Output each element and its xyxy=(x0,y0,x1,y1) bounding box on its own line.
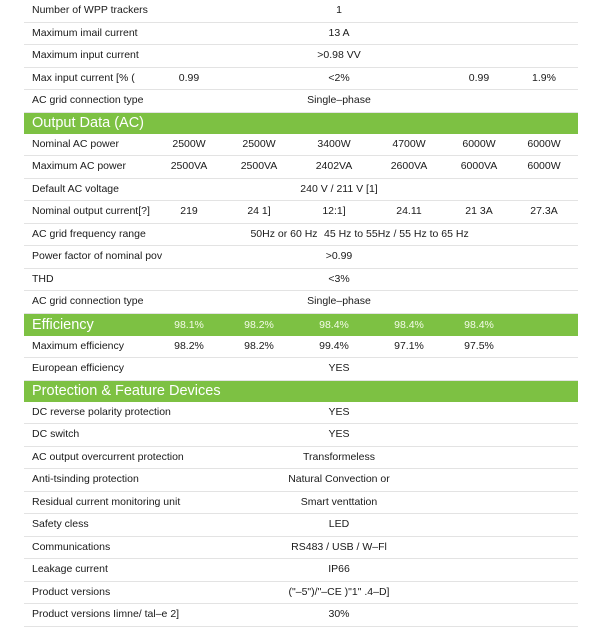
table-row xyxy=(24,604,578,627)
row-value: Smart venttation xyxy=(300,495,378,508)
row-value: YES xyxy=(328,405,350,418)
row-label: Anti-tsinding protection xyxy=(32,473,139,485)
table-row xyxy=(24,447,578,470)
row-value: 50Hz or 60 Hz xyxy=(250,227,318,240)
table-row xyxy=(24,179,578,202)
row-value: 2500VA xyxy=(240,160,278,172)
table-row xyxy=(24,246,578,269)
row-label: AC grid connection type xyxy=(32,295,144,307)
row-label: Power factor of nominal pov xyxy=(32,250,163,262)
section-title: Efficiency xyxy=(32,316,94,333)
row-label: AC grid frequency range xyxy=(32,227,146,240)
row-value: 27.3A xyxy=(530,205,558,217)
row-label: Residual current monitoring unit xyxy=(32,495,181,508)
table-row xyxy=(24,291,578,314)
row-label: Product versions Iimne/ tal–e 2] xyxy=(32,608,180,620)
row-label: AC output overcurrent protection xyxy=(32,450,184,463)
row-value: LED xyxy=(328,518,350,530)
row-value: 6000W xyxy=(462,137,496,150)
section-title: Protection & Feature Devices xyxy=(32,382,221,399)
row-value: <2% xyxy=(328,71,350,84)
row-value: 21 3A xyxy=(465,205,493,217)
row-value: 97.1% xyxy=(394,339,424,352)
row-value: 12:1] xyxy=(322,205,346,217)
row-value: Single–phase xyxy=(307,295,371,307)
table-row xyxy=(24,336,578,359)
row-label: AC grid connection type xyxy=(32,94,144,106)
row-value: 98.2% xyxy=(244,339,274,352)
row-value: Single–phase xyxy=(307,94,371,106)
table-row xyxy=(24,559,578,582)
table-row xyxy=(24,134,578,157)
row-value: 4700W xyxy=(392,137,426,150)
row-value: YES xyxy=(328,428,350,440)
row-label: Maximum input current xyxy=(32,49,139,61)
row-label: DC switch xyxy=(32,428,80,440)
row-value: 6000W xyxy=(527,137,561,150)
row-value: 13 A xyxy=(328,26,350,39)
table-row xyxy=(24,492,578,515)
table-row xyxy=(24,514,578,537)
row-value: 0.99 xyxy=(468,71,490,84)
row-label: Default AC voltage xyxy=(32,182,119,195)
table-row xyxy=(24,402,578,425)
header-value: 98.1% xyxy=(174,318,204,331)
row-label: Maximum efficiency xyxy=(32,339,124,352)
table-row xyxy=(24,0,578,23)
row-value: 2402VA xyxy=(315,160,353,172)
row-label: Nominal output current[?] xyxy=(32,205,150,217)
row-value: 24.11 xyxy=(396,205,422,217)
table-row xyxy=(24,201,578,224)
table-row xyxy=(24,23,578,46)
row-label: Maximum imail current xyxy=(32,26,138,39)
row-value: Natural Convection or xyxy=(288,473,390,485)
section-header-protection xyxy=(24,381,578,402)
row-value: 2500W xyxy=(242,137,276,150)
row-value: RS483 / USB / W–Fl xyxy=(291,540,387,553)
row-label: Max input current [% ( xyxy=(32,71,135,84)
row-label: Number of WPP trackers xyxy=(32,4,148,16)
row-value: 2600VA xyxy=(390,160,428,172)
row-value: >0.99 xyxy=(325,250,353,262)
table-row xyxy=(24,45,578,68)
row-value: ("–5")/"–CE )"1" .4–D] xyxy=(288,585,390,598)
table-row xyxy=(24,424,578,447)
header-value: 98.2% xyxy=(244,318,274,331)
row-value: 99.4% xyxy=(319,339,349,352)
header-value: 98.4% xyxy=(464,318,494,331)
row-value: 6000W xyxy=(527,160,561,172)
row-value: 45 Hz to 55Hz / 55 Hz to 65 Hz xyxy=(324,227,469,240)
row-value: 97.5% xyxy=(464,339,494,352)
row-label: Communications xyxy=(32,540,111,553)
row-value: 1.9% xyxy=(532,71,556,84)
table-row xyxy=(24,358,578,381)
row-value: 219 xyxy=(180,205,198,217)
table-row xyxy=(24,582,578,605)
row-value: 1 xyxy=(336,4,342,16)
row-value: 0.99 xyxy=(178,71,200,84)
row-value: 2500VA xyxy=(170,160,208,172)
row-value: <3% xyxy=(328,272,350,285)
row-value: IP66 xyxy=(328,563,350,575)
section-header-output xyxy=(24,113,578,134)
row-value: 98.2% xyxy=(174,339,204,352)
row-value: >0.98 VV xyxy=(317,49,361,61)
section-header-efficiency xyxy=(24,314,578,336)
row-label: European efficiency xyxy=(32,362,125,374)
header-value: 98.4% xyxy=(394,318,424,331)
table-row xyxy=(24,537,578,560)
row-label: DC reverse polarity protection xyxy=(32,405,171,418)
table-row xyxy=(24,68,578,91)
row-value: Transformeless xyxy=(303,450,375,463)
table-row xyxy=(24,90,578,113)
row-label: Leakage current xyxy=(32,563,108,575)
row-label: Maximum AC power xyxy=(32,160,126,172)
table-row xyxy=(24,269,578,292)
row-label: Product versions xyxy=(32,585,111,598)
row-label: Nominal AC power xyxy=(32,137,119,150)
header-value: 98.4% xyxy=(319,318,349,331)
row-value: 6000VA xyxy=(460,160,498,172)
table-row xyxy=(24,224,578,247)
row-value: 30% xyxy=(328,608,350,620)
row-value: 3400W xyxy=(317,137,351,150)
datasheet-table xyxy=(24,0,578,627)
row-label: Safety cless xyxy=(32,518,89,530)
row-label: THD xyxy=(32,272,54,285)
row-value: 24 1] xyxy=(247,205,271,217)
table-row xyxy=(24,156,578,179)
row-value: 240 V / 211 V [1] xyxy=(300,182,378,195)
table-row xyxy=(24,469,578,492)
section-title: Output Data (AC) xyxy=(32,114,145,131)
row-value: YES xyxy=(328,362,350,374)
row-value: 2500W xyxy=(172,137,206,150)
